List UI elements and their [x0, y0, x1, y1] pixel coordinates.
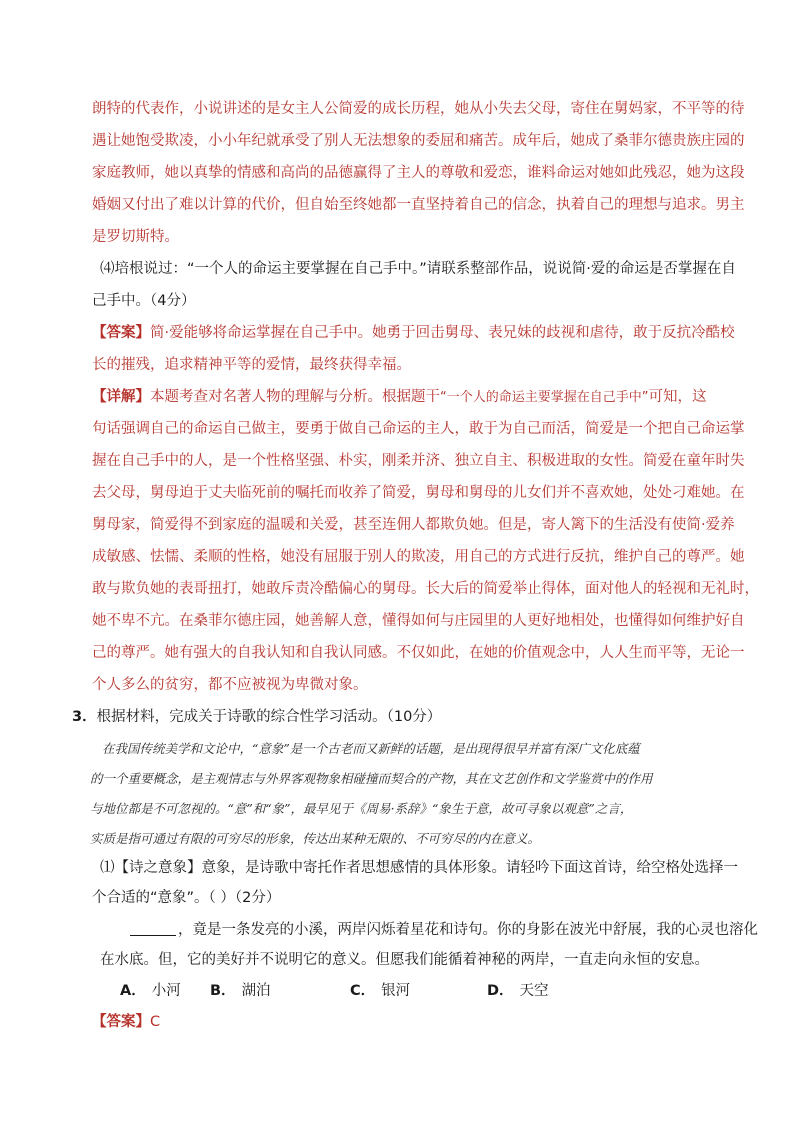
answer-tag: 【答案】	[92, 325, 150, 341]
detail-quote: “一个人的命运主要掌握在自己手中”	[440, 390, 649, 405]
detail-line: 句话强调自己的命运自己做主，要勇于做自己命运的主人，敢于为自己而活，简爱是一个把自己命运掌	[92, 421, 745, 437]
fill-blank[interactable]	[130, 921, 176, 936]
detail-line: 她不卑不亢。在桑菲尔德庄园，她善解人意，懂得如何与庄园里的人更好地相处，也懂得如何维护好自	[92, 613, 745, 629]
option-letter: C．	[350, 983, 376, 999]
answer-tag: 【答案】	[92, 1014, 150, 1030]
detail-line: 握在自己手中的人，是一个性格坚强、朴实，刚柔并济、独立自主、积极进取的女性。简爱在童年时失	[92, 453, 745, 469]
option-letter: B．	[210, 983, 236, 999]
option-text: 天空	[519, 983, 549, 999]
option-a[interactable]	[120, 981, 181, 1001]
detail-line: 敢与欺负她的表哥扭打，她敢斥责冷酷偏心的舅母。长大后的简爱举止得体，面对他人的轻视和无礼时，	[92, 581, 759, 597]
question-text: 根据材料，完成关于诗歌的综合性学习活动。（10分）	[96, 709, 442, 725]
question-number: 3．	[72, 709, 97, 725]
material-line: 在我国传统美学和文论中，“意象”是一个古老而又新鲜的话题，是出现得很早并富有深广文化底蕴	[102, 741, 640, 756]
bio-line: 婚姻又付出了难以计算的代价，但自始至终她都一直坚持着自己的信念，执着自己的理想与追求。男主	[92, 197, 745, 213]
answer-line: 长的摧残，追求精神平等的爱情，最终获得幸福。	[92, 357, 411, 373]
detail-line: 成敏感、怯懦、柔顺的性格，她没有屈服于别人的欺凌，用自己的方式进行反抗，维护自己的尊严。她	[92, 549, 745, 565]
answer-text: 简·爱能够将命运掌握在自己手中。她勇于回击舅母、表兄妹的歧视和虐待，敢于反抗冷酷校	[150, 325, 735, 341]
option-letter: D．	[487, 983, 514, 999]
question-3-heading	[72, 707, 441, 727]
poem-line	[130, 920, 758, 940]
bio-line: 朗特的代表作，小说讲述的是女主人公简爱的成长历程，她从小失去父母，寄住在舅妈家，不平等的待	[92, 101, 745, 117]
detail-line	[92, 387, 706, 408]
material-line: 实质是指可通过有限的可穷尽的形象，传达出某种无限的、不可穷尽的内在意义。	[90, 831, 541, 846]
detail-tag: 【详解】	[92, 389, 150, 405]
option-text: 小河	[151, 983, 181, 999]
poem-line: 在水底。但，它的美好并不说明它的意义。但愿我们能循着神秘的两岸，一直走向永恒的安息。	[100, 952, 709, 968]
option-text: 湖泊	[241, 983, 271, 999]
detail-line: 己的尊严。她有强大的自我认知和自我认同感。不仅如此，在她的价值观念中，人人生而平等，无论一	[92, 645, 745, 661]
option-c[interactable]	[350, 981, 410, 1001]
question-line: 己手中。（4分）	[92, 293, 196, 309]
answer-line	[92, 323, 735, 343]
option-b[interactable]	[210, 981, 271, 1001]
poem-text: ，竟是一条发亮的小溪，两岸闪烁着星花和诗句。你的身影在波光中舒展，我的心灵也溶化	[178, 922, 758, 938]
detail-text: 可知，这	[648, 389, 707, 405]
question-line: ⑴【诗之意象】意象，是诗歌中寄托作者思想感情的具体形象。请轻吟下面这首诗，给空格处选择一	[100, 860, 738, 876]
option-letter: A．	[120, 983, 146, 999]
answer-3-1	[92, 1012, 160, 1032]
detail-line: 舅母家，简爱得不到家庭的温暖和关爱，甚至连佣人都欺负她。但是，寄人篱下的生活没有使简·爱养	[92, 517, 735, 533]
answer-value: C	[150, 1014, 161, 1030]
detail-line: 个人多么的贫穷，都不应被视为卑微对象。	[92, 677, 368, 693]
question-line: ⑷培根说过：“一个人的命运主要掌握在自己手中。”请联系整部作品，说说简·爱的命运是否掌握在自	[100, 261, 736, 277]
detail-text: 本题考查对名著人物的理解与分析。根据题干	[150, 389, 440, 405]
bio-line: 家庭教师，她以真挚的情感和高尚的品德赢得了主人的尊敬和爱恋，谁料命运对她如此残忍，她为这段	[92, 165, 745, 181]
question-line: 个合适的“意象”。（ ）（2分）	[92, 890, 281, 906]
option-d[interactable]	[487, 981, 549, 1001]
option-text: 银河	[381, 983, 411, 999]
material-line: 与地位都是不可忽视的。“意”和“象”，最早见于《周易·系辞》“象生于意，故可寻象以观意”之言，	[90, 801, 633, 816]
material-line: 的一个重要概念，是主观情志与外界客观物象相碰撞而契合的产物，其在文艺创作和文学鉴赏中的作用	[90, 771, 653, 786]
bio-line: 是罗切斯特。	[92, 229, 179, 245]
detail-line: 去父母，舅母迫于丈夫临死前的嘱托而收养了简爱，舅母和舅母的儿女们并不喜欢她，处处刁难她。在	[92, 485, 745, 501]
bio-line: 遇让她饱受欺凌，小小年纪就承受了别人无法想象的委屈和痛苦。成年后，她成了桑菲尔德贵族庄园的	[92, 133, 745, 149]
